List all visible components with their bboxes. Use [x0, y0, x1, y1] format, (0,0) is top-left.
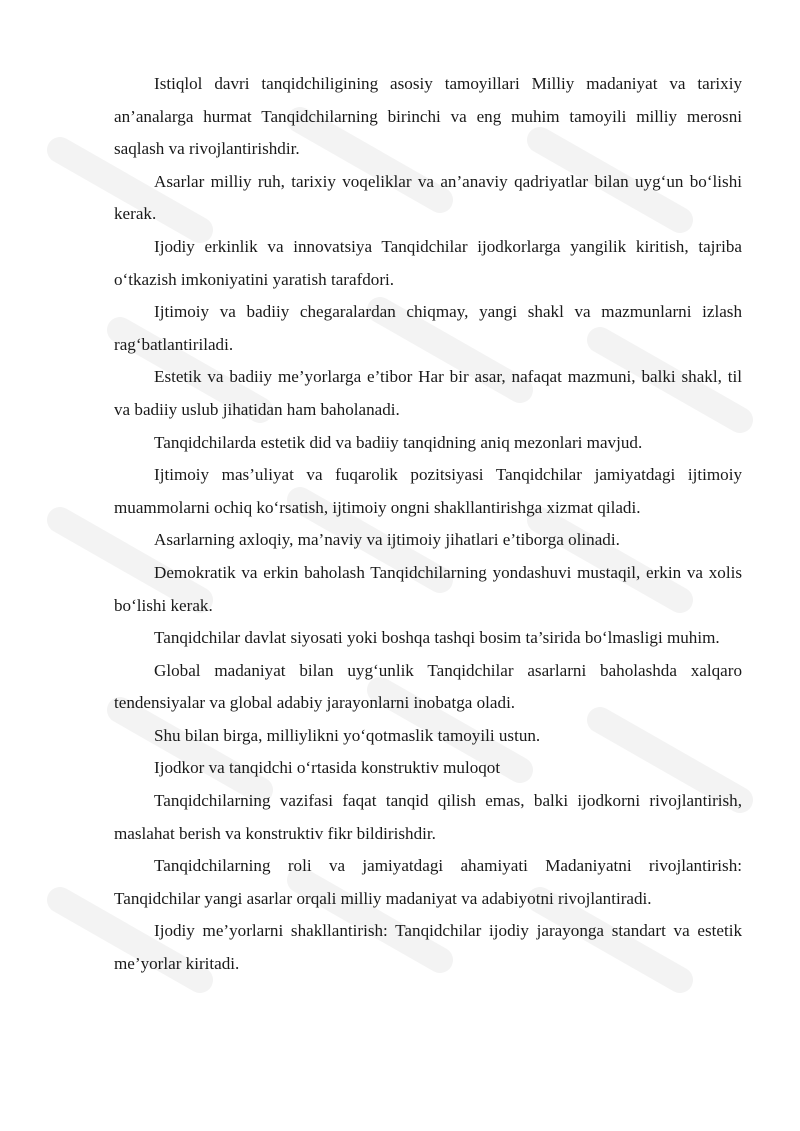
paragraph: Ijodiy me’yorlarni shakllantirish: Tanqidchilar ijodiy jarayonga standart va estetik me’yorlar kiritadi. [114, 921, 742, 974]
paragraph: Tanqidchilarda estetik did va badiiy tanqidning aniq mezonlari mavjud. [154, 432, 643, 452]
paragraph: Ijtimoiy mas’uliyat va fuqarolik pozitsiyasi Tanqidchilar jamiyatdagi ijtimoiy muammolarni ochiq ko‘rsatish, ijtimoiy ongni shakllantirishga xizmat qiladi. [114, 465, 742, 517]
paragraph: Ijtimoiy va badiiy chegaralardan chiqmay, yangi shakl va mazmunlarni izlash rag‘batlantiriladi. [114, 302, 742, 354]
document-body [114, 68, 742, 981]
paragraph: Tanqidchilar davlat siyosati yoki boshqa tashqi bosim ta’sirida bo‘lmasligi muhim. [154, 628, 720, 648]
paragraph: Tanqidchilarning vazifasi faqat tanqid qilish emas, balki ijodkorni rivojlantirish, maslahat berish va konstruktiv fikr bildirishdir. [114, 791, 742, 843]
paragraph: Tanqidchilarning roli va jamiyatdagi ahamiyati Madaniyatni rivojlantirish: Tanqidchilar yangi asarlar orqali milliy madaniyat va adabiyotni rivojlantiradi. [114, 856, 742, 908]
paragraph: Shu bilan birga, milliylikni yo‘qotmaslik tamoyili ustun. [154, 725, 541, 745]
paragraph: Estetik va badiiy me’yorlarga e’tibor Har bir asar, nafaqat mazmuni, balki shakl, til va badiiy uslub jihatidan ham baholanadi. [114, 367, 742, 419]
paragraph: Istiqlol davri tanqidchiligining asosiy tamoyillari Milliy madaniyat va tarixiy an’analarga hurmat Tanqidchilarning birinchi va eng muhim tamoyili milliy merosni saqlash va rivojlantirishdir. [114, 74, 742, 159]
paragraph: Asarlar milliy ruh, tarixiy voqeliklar va an’anaviy qadriyatlar bilan uyg‘un bo‘lishi kerak. [114, 171, 742, 224]
paragraph: Ijodkor va tanqidchi o‘rtasida konstruktiv muloqot [154, 758, 501, 778]
paragraph: Ijodiy erkinlik va innovatsiya Tanqidchilar ijodkorlarga yangilik kiritish, tajriba o‘tkazish imkoniyatini yaratish tarafdori. [114, 236, 742, 289]
paragraph: Asarlarning axloqiy, ma’naviy va ijtimoiy jihatlari e’tiborga olinadi. [154, 530, 620, 550]
paragraph: Demokratik va erkin baholash Tanqidchilarning yondashuvi mustaqil, erkin va xolis bo‘lishi kerak. [114, 562, 742, 615]
paragraph: Global madaniyat bilan uyg‘unlik Tanqidchilar asarlarni baholashda xalqaro tendensiyalar va global adabiy jarayonlarni inobatga oladi. [114, 660, 742, 713]
